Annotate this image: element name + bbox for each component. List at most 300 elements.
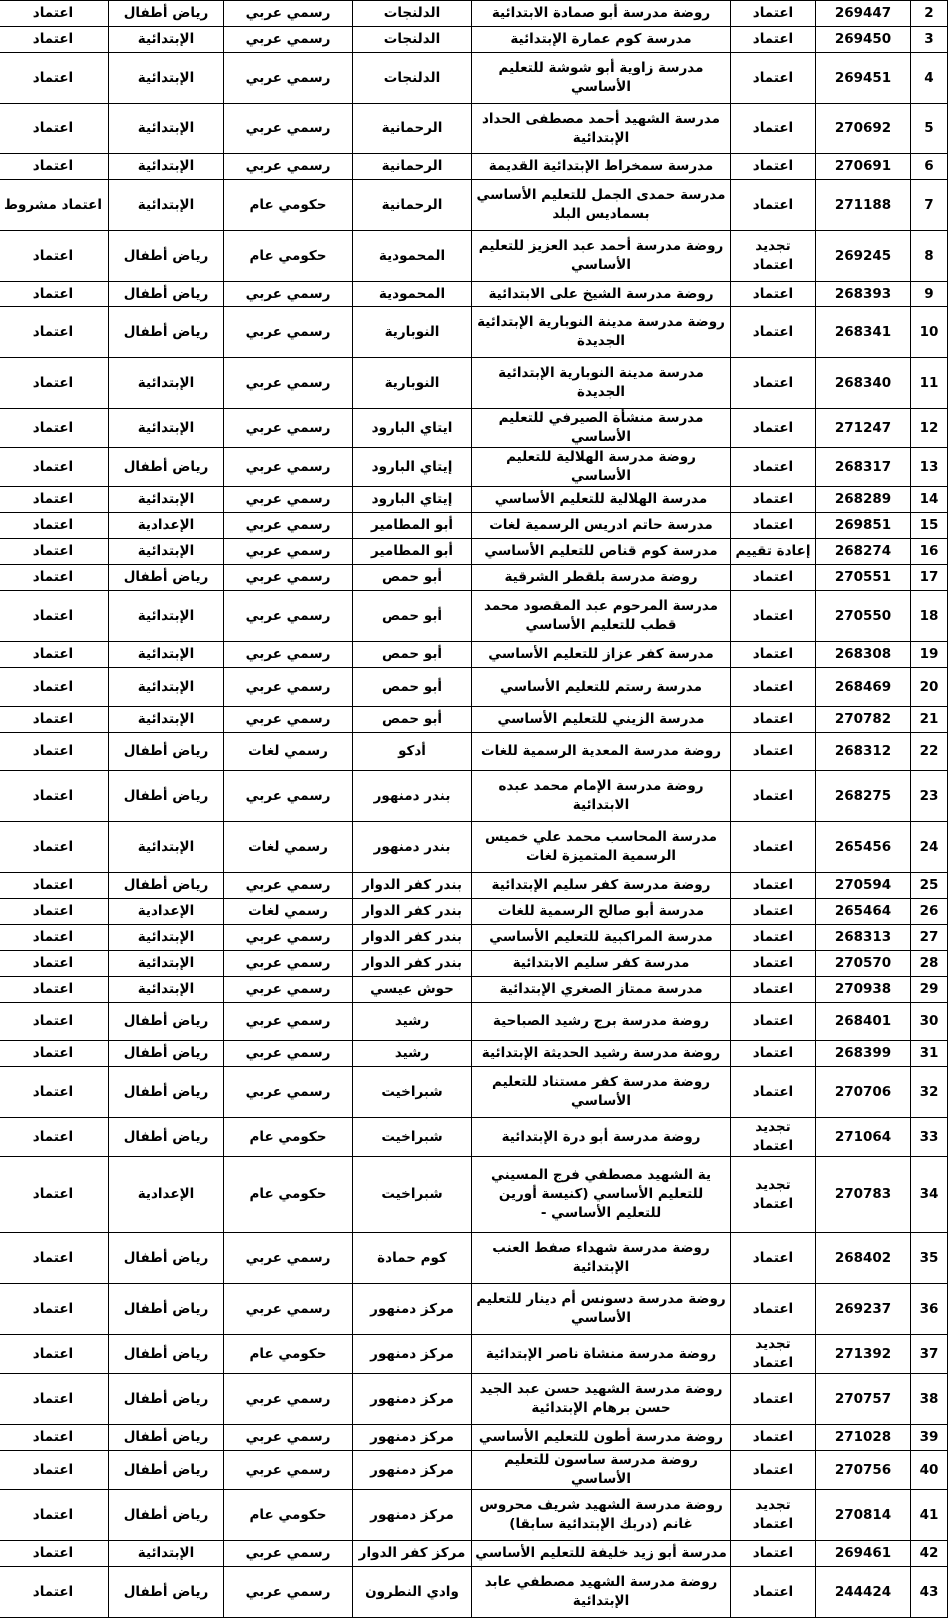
education-stage-cell: الإبتدائية bbox=[109, 1541, 224, 1567]
school-name-cell: مدرسة المحاسب محمد علي خميس الرسمية المتميزة لغات bbox=[472, 822, 731, 873]
school-sector-cell: رسمي عربي bbox=[224, 282, 353, 307]
school-code-cell: 270757 bbox=[816, 1374, 911, 1425]
request-type-cell: اعتماد bbox=[731, 977, 816, 1003]
education-stage-cell: الإبتدائية bbox=[109, 925, 224, 951]
school-sector-cell: رسمي عربي bbox=[224, 1, 353, 27]
accreditation-result-cell: اعتماد مشروط bbox=[0, 180, 109, 231]
school-name-cell: روضة مدرسة أطون للتعليم الأساسي bbox=[472, 1425, 731, 1451]
request-type-cell: تجديد اعتماد bbox=[731, 231, 816, 282]
school-code-cell: 268308 bbox=[816, 642, 911, 668]
school-name-cell: مدرسة الشهيد أحمد مصطفى الحداد الإبتدائية bbox=[472, 104, 731, 154]
accreditation-result-cell: اعتماد bbox=[0, 951, 109, 977]
accreditation-result-cell: اعتماد bbox=[0, 899, 109, 925]
request-type-cell: اعتماد bbox=[731, 1233, 816, 1284]
row-number-cell: 12 bbox=[911, 409, 948, 448]
district-cell: مركز دمنهور bbox=[353, 1284, 472, 1335]
table-row bbox=[0, 899, 948, 925]
school-name-cell: روضة مدرسة الشهيد مصطفي عابد الإبتدائية bbox=[472, 1567, 731, 1618]
request-type-cell: تجديد اعتماد bbox=[731, 1335, 816, 1374]
education-stage-cell: رياض أطفال bbox=[109, 1451, 224, 1490]
accreditation-result-cell: اعتماد bbox=[0, 1118, 109, 1157]
education-stage-cell: رياض أطفال bbox=[109, 1335, 224, 1374]
school-code-cell: 268399 bbox=[816, 1041, 911, 1067]
row-number-cell: 36 bbox=[911, 1284, 948, 1335]
accreditation-result-cell: اعتماد bbox=[0, 513, 109, 539]
row-number-cell: 21 bbox=[911, 707, 948, 733]
accreditation-result-cell: اعتماد bbox=[0, 1233, 109, 1284]
district-cell: أدكو bbox=[353, 733, 472, 771]
request-type-cell: اعتماد bbox=[731, 448, 816, 487]
school-name-cell: مدرسة المرحوم عبد المقصود محمد قطب للتعليم الأساسي bbox=[472, 591, 731, 642]
school-name-cell: مدرسة كفر سليم الابتدائية bbox=[472, 951, 731, 977]
school-code-cell: 268312 bbox=[816, 733, 911, 771]
school-name-cell: مدرسة حاتم ادريس الرسمية لغات bbox=[472, 513, 731, 539]
district-cell: شبراخيت bbox=[353, 1157, 472, 1233]
school-name-cell: روضة مدرسة برج رشيد الصباحية bbox=[472, 1003, 731, 1041]
education-stage-cell: الإبتدائية bbox=[109, 27, 224, 53]
accreditation-result-cell: اعتماد bbox=[0, 539, 109, 565]
accreditation-result-cell: اعتماد bbox=[0, 591, 109, 642]
table-row bbox=[0, 231, 948, 282]
school-name-cell: مدرسة أبو زيد خليفة للتعليم الأساسي bbox=[472, 1541, 731, 1567]
school-name-cell: مدرسة رستم للتعليم الأساسي bbox=[472, 668, 731, 707]
row-number-cell: 30 bbox=[911, 1003, 948, 1041]
school-name-cell: مدرسة ممتاز الصغري الإبتدائية bbox=[472, 977, 731, 1003]
request-type-cell: اعتماد bbox=[731, 487, 816, 513]
table-row bbox=[0, 951, 948, 977]
request-type-cell: اعتماد bbox=[731, 307, 816, 358]
row-number-cell: 26 bbox=[911, 899, 948, 925]
school-code-cell: 265464 bbox=[816, 899, 911, 925]
district-cell: أبو حمص bbox=[353, 642, 472, 668]
school-sector-cell: رسمي لغات bbox=[224, 822, 353, 873]
school-sector-cell: رسمي عربي bbox=[224, 591, 353, 642]
school-sector-cell: رسمي عربي bbox=[224, 154, 353, 180]
request-type-cell: تجديد اعتماد bbox=[731, 1118, 816, 1157]
school-code-cell: 268340 bbox=[816, 358, 911, 409]
school-sector-cell: رسمي عربي bbox=[224, 448, 353, 487]
table-row bbox=[0, 27, 948, 53]
table-row bbox=[0, 409, 948, 448]
school-sector-cell: رسمي عربي bbox=[224, 487, 353, 513]
accreditation-result-cell: اعتماد bbox=[0, 565, 109, 591]
row-number-cell: 15 bbox=[911, 513, 948, 539]
table-body bbox=[0, 1, 948, 1618]
school-name-cell: مدرسة منشأة الصيرفي للتعليم الأساسي bbox=[472, 409, 731, 448]
accreditation-result-cell: اعتماد bbox=[0, 822, 109, 873]
row-number-cell: 28 bbox=[911, 951, 948, 977]
table-row bbox=[0, 180, 948, 231]
row-number-cell: 34 bbox=[911, 1157, 948, 1233]
education-stage-cell: الإبتدائية bbox=[109, 53, 224, 104]
school-sector-cell: رسمي عربي bbox=[224, 1425, 353, 1451]
accreditation-result-cell: اعتماد bbox=[0, 733, 109, 771]
accreditation-result-cell: اعتماد bbox=[0, 668, 109, 707]
table-row bbox=[0, 513, 948, 539]
district-cell: ايتاي البارود bbox=[353, 409, 472, 448]
accreditation-result-cell: اعتماد bbox=[0, 409, 109, 448]
school-sector-cell: رسمي عربي bbox=[224, 53, 353, 104]
school-sector-cell: حكومي عام bbox=[224, 1490, 353, 1541]
request-type-cell: اعتماد bbox=[731, 873, 816, 899]
school-name-cell: روضة مدرسة الشهيد حسن عبد الجيد حسن برهام الإبتدائية bbox=[472, 1374, 731, 1425]
school-name-cell: روضة مدرسة المعدية الرسمية للغات bbox=[472, 733, 731, 771]
accreditation-result-cell: اعتماد bbox=[0, 1490, 109, 1541]
table-row bbox=[0, 733, 948, 771]
school-code-cell: 268289 bbox=[816, 487, 911, 513]
table-row bbox=[0, 1335, 948, 1374]
request-type-cell: اعتماد bbox=[731, 358, 816, 409]
request-type-cell: اعتماد bbox=[731, 565, 816, 591]
district-cell: مركز دمنهور bbox=[353, 1451, 472, 1490]
school-sector-cell: رسمي عربي bbox=[224, 513, 353, 539]
district-cell: مركز دمنهور bbox=[353, 1374, 472, 1425]
row-number-cell: 42 bbox=[911, 1541, 948, 1567]
row-number-cell: 37 bbox=[911, 1335, 948, 1374]
school-name-cell: روضة مدرسة كفر مستناد للتعليم الأساسي bbox=[472, 1067, 731, 1118]
row-number-cell: 7 bbox=[911, 180, 948, 231]
district-cell: وادي النطرون bbox=[353, 1567, 472, 1618]
school-sector-cell: رسمي عربي bbox=[224, 1003, 353, 1041]
education-stage-cell: رياض أطفال bbox=[109, 1284, 224, 1335]
row-number-cell: 29 bbox=[911, 977, 948, 1003]
request-type-cell: اعتماد bbox=[731, 104, 816, 154]
district-cell: المحمودية bbox=[353, 231, 472, 282]
school-code-cell: 244424 bbox=[816, 1567, 911, 1618]
request-type-cell: اعتماد bbox=[731, 591, 816, 642]
school-sector-cell: رسمي عربي bbox=[224, 1067, 353, 1118]
table-row bbox=[0, 1541, 948, 1567]
row-number-cell: 13 bbox=[911, 448, 948, 487]
school-sector-cell: رسمي لغات bbox=[224, 733, 353, 771]
row-number-cell: 14 bbox=[911, 487, 948, 513]
school-name-cell: مدرسة كوم قناص للتعليم الأساسي bbox=[472, 539, 731, 565]
accreditation-result-cell: اعتماد bbox=[0, 1451, 109, 1490]
request-type-cell: اعتماد bbox=[731, 1041, 816, 1067]
school-name-cell: روضة مدرسة أبو صمادة الابتدائية bbox=[472, 1, 731, 27]
table-row bbox=[0, 1374, 948, 1425]
education-stage-cell: رياض أطفال bbox=[109, 873, 224, 899]
district-cell: كوم حمادة bbox=[353, 1233, 472, 1284]
education-stage-cell: الإبتدائية bbox=[109, 180, 224, 231]
school-sector-cell: رسمي عربي bbox=[224, 1451, 353, 1490]
request-type-cell: اعتماد bbox=[731, 1284, 816, 1335]
education-stage-cell: الإعدادية bbox=[109, 899, 224, 925]
row-number-cell: 31 bbox=[911, 1041, 948, 1067]
request-type-cell: اعتماد bbox=[731, 1, 816, 27]
table-row bbox=[0, 1003, 948, 1041]
request-type-cell: اعتماد bbox=[731, 899, 816, 925]
district-cell: حوش عيسي bbox=[353, 977, 472, 1003]
education-stage-cell: رياض أطفال bbox=[109, 1425, 224, 1451]
district-cell: مركز دمنهور bbox=[353, 1335, 472, 1374]
district-cell: النوبارية bbox=[353, 307, 472, 358]
table-row bbox=[0, 1, 948, 27]
row-number-cell: 35 bbox=[911, 1233, 948, 1284]
school-name-cell: مدرسة الهلالية للتعليم الأساسي bbox=[472, 487, 731, 513]
table-row bbox=[0, 358, 948, 409]
education-stage-cell: رياض أطفال bbox=[109, 1567, 224, 1618]
request-type-cell: اعتماد bbox=[731, 1003, 816, 1041]
school-name-cell: مدرسة حمدى الجمل للتعليم الأساسي بسماديس البلد bbox=[472, 180, 731, 231]
school-code-cell: 269461 bbox=[816, 1541, 911, 1567]
school-code-cell: 271392 bbox=[816, 1335, 911, 1374]
row-number-cell: 33 bbox=[911, 1118, 948, 1157]
school-sector-cell: رسمي عربي bbox=[224, 565, 353, 591]
row-number-cell: 22 bbox=[911, 733, 948, 771]
table-row bbox=[0, 1490, 948, 1541]
school-code-cell: 270814 bbox=[816, 1490, 911, 1541]
row-number-cell: 25 bbox=[911, 873, 948, 899]
request-type-cell: اعتماد bbox=[731, 27, 816, 53]
accreditation-result-cell: اعتماد bbox=[0, 1335, 109, 1374]
education-stage-cell: الإبتدائية bbox=[109, 104, 224, 154]
table-row bbox=[0, 565, 948, 591]
accreditation-result-cell: اعتماد bbox=[0, 642, 109, 668]
school-code-cell: 271247 bbox=[816, 409, 911, 448]
request-type-cell: اعتماد bbox=[731, 513, 816, 539]
school-sector-cell: رسمي عربي bbox=[224, 668, 353, 707]
accreditation-result-cell: اعتماد bbox=[0, 1, 109, 27]
school-name-cell: مدرسة سمخراط الإبتدائية القديمة bbox=[472, 154, 731, 180]
education-stage-cell: رياض أطفال bbox=[109, 1118, 224, 1157]
row-number-cell: 20 bbox=[911, 668, 948, 707]
district-cell: المحمودية bbox=[353, 282, 472, 307]
education-stage-cell: الإبتدائية bbox=[109, 642, 224, 668]
table-row bbox=[0, 104, 948, 154]
accreditation-result-cell: اعتماد bbox=[0, 53, 109, 104]
school-code-cell: 268402 bbox=[816, 1233, 911, 1284]
table-row bbox=[0, 1425, 948, 1451]
accreditation-result-cell: اعتماد bbox=[0, 1041, 109, 1067]
row-number-cell: 23 bbox=[911, 771, 948, 822]
school-sector-cell: رسمي عربي bbox=[224, 104, 353, 154]
education-stage-cell: رياض أطفال bbox=[109, 1490, 224, 1541]
school-name-cell: مدرسة الزيني للتعليم الأساسي bbox=[472, 707, 731, 733]
table-row bbox=[0, 154, 948, 180]
accreditation-result-cell: اعتماد bbox=[0, 707, 109, 733]
school-code-cell: 269450 bbox=[816, 27, 911, 53]
school-sector-cell: رسمي عربي bbox=[224, 27, 353, 53]
accreditation-result-cell: اعتماد bbox=[0, 1567, 109, 1618]
district-cell: رشيد bbox=[353, 1003, 472, 1041]
school-name-cell: روضة مدرسة رشيد الحديثة الإبتدائية bbox=[472, 1041, 731, 1067]
accreditation-result-cell: اعتماد bbox=[0, 358, 109, 409]
district-cell: الرحمانية bbox=[353, 104, 472, 154]
school-name-cell: مدرسة المراكبية للتعليم الأساسي bbox=[472, 925, 731, 951]
education-stage-cell: الإبتدائية bbox=[109, 409, 224, 448]
school-name-cell: روضة مدرسة منشاة ناصر الإبتدائية bbox=[472, 1335, 731, 1374]
row-number-cell: 27 bbox=[911, 925, 948, 951]
row-number-cell: 2 bbox=[911, 1, 948, 27]
table-row bbox=[0, 707, 948, 733]
school-name-cell: روضة مدرسة الشيخ على الابتدائية bbox=[472, 282, 731, 307]
school-name-cell: روضة مدرسة مدينة النوبارية الإبتدائية الجديدة bbox=[472, 307, 731, 358]
school-sector-cell: رسمي عربي bbox=[224, 1233, 353, 1284]
district-cell: إيتاي البارود bbox=[353, 487, 472, 513]
school-sector-cell: رسمي عربي bbox=[224, 307, 353, 358]
table-row bbox=[0, 822, 948, 873]
request-type-cell: اعتماد bbox=[731, 1374, 816, 1425]
school-sector-cell: رسمي عربي bbox=[224, 1374, 353, 1425]
education-stage-cell: رياض أطفال bbox=[109, 448, 224, 487]
school-sector-cell: رسمي عربي bbox=[224, 539, 353, 565]
school-name-cell: روضة مدرسة ساسون للتعليم الأساسي bbox=[472, 1451, 731, 1490]
education-stage-cell: رياض أطفال bbox=[109, 307, 224, 358]
school-code-cell: 268401 bbox=[816, 1003, 911, 1041]
request-type-cell: اعتماد bbox=[731, 642, 816, 668]
school-sector-cell: حكومي عام bbox=[224, 180, 353, 231]
education-stage-cell: رياض أطفال bbox=[109, 1374, 224, 1425]
row-number-cell: 41 bbox=[911, 1490, 948, 1541]
district-cell: بندر كفر الدوار bbox=[353, 925, 472, 951]
table-row bbox=[0, 1567, 948, 1618]
education-stage-cell: الإبتدائية bbox=[109, 591, 224, 642]
row-number-cell: 16 bbox=[911, 539, 948, 565]
education-stage-cell: رياض أطفال bbox=[109, 231, 224, 282]
table-row bbox=[0, 642, 948, 668]
school-sector-cell: رسمي عربي bbox=[224, 951, 353, 977]
row-number-cell: 40 bbox=[911, 1451, 948, 1490]
accreditation-result-cell: اعتماد bbox=[0, 487, 109, 513]
school-code-cell: 268393 bbox=[816, 282, 911, 307]
school-name-cell: روضة مدرسة الإمام محمد عبده الابتدائية bbox=[472, 771, 731, 822]
school-name-cell: روضة مدرسة دسونس أم دينار للتعليم الأساسي bbox=[472, 1284, 731, 1335]
school-name-cell: مدرسة مدينة النوبارية الإبتدائية الجديدة bbox=[472, 358, 731, 409]
accreditation-result-cell: اعتماد bbox=[0, 104, 109, 154]
education-stage-cell: الإبتدائية bbox=[109, 154, 224, 180]
education-stage-cell: الإبتدائية bbox=[109, 707, 224, 733]
accreditation-result-cell: اعتماد bbox=[0, 282, 109, 307]
district-cell: إيتاي البارود bbox=[353, 448, 472, 487]
school-code-cell: 271188 bbox=[816, 180, 911, 231]
school-sector-cell: رسمي عربي bbox=[224, 977, 353, 1003]
row-number-cell: 18 bbox=[911, 591, 948, 642]
school-code-cell: 265456 bbox=[816, 822, 911, 873]
school-name-cell: روضة مدرسة كفر سليم الإبتدائية bbox=[472, 873, 731, 899]
table-row bbox=[0, 53, 948, 104]
school-sector-cell: حكومي عام bbox=[224, 231, 353, 282]
district-cell: الدلنجات bbox=[353, 27, 472, 53]
accreditation-result-cell: اعتماد bbox=[0, 977, 109, 1003]
row-number-cell: 8 bbox=[911, 231, 948, 282]
district-cell: الرحمانية bbox=[353, 154, 472, 180]
request-type-cell: تجديد اعتماد bbox=[731, 1490, 816, 1541]
accreditation-result-cell: اعتماد bbox=[0, 154, 109, 180]
row-number-cell: 10 bbox=[911, 307, 948, 358]
accreditation-result-cell: اعتماد bbox=[0, 1284, 109, 1335]
table-row bbox=[0, 977, 948, 1003]
row-number-cell: 17 bbox=[911, 565, 948, 591]
school-sector-cell: رسمي عربي bbox=[224, 873, 353, 899]
row-number-cell: 43 bbox=[911, 1567, 948, 1618]
table-row bbox=[0, 668, 948, 707]
school-code-cell: 268341 bbox=[816, 307, 911, 358]
request-type-cell: اعتماد bbox=[731, 733, 816, 771]
education-stage-cell: رياض أطفال bbox=[109, 1003, 224, 1041]
row-number-cell: 24 bbox=[911, 822, 948, 873]
school-code-cell: 271064 bbox=[816, 1118, 911, 1157]
school-code-cell: 269851 bbox=[816, 513, 911, 539]
education-stage-cell: الإبتدائية bbox=[109, 358, 224, 409]
school-code-cell: 269447 bbox=[816, 1, 911, 27]
school-code-cell: 270706 bbox=[816, 1067, 911, 1118]
request-type-cell: اعتماد bbox=[731, 925, 816, 951]
table-row bbox=[0, 873, 948, 899]
request-type-cell: اعتماد bbox=[731, 409, 816, 448]
school-code-cell: 270783 bbox=[816, 1157, 911, 1233]
district-cell: بندر دمنهور bbox=[353, 822, 472, 873]
school-name-cell: روضة مدرسة بلقطر الشرقية bbox=[472, 565, 731, 591]
district-cell: مركز دمنهور bbox=[353, 1425, 472, 1451]
row-number-cell: 9 bbox=[911, 282, 948, 307]
row-number-cell: 5 bbox=[911, 104, 948, 154]
table-row bbox=[0, 448, 948, 487]
district-cell: أبو المطامير bbox=[353, 513, 472, 539]
education-stage-cell: رياض أطفال bbox=[109, 565, 224, 591]
school-sector-cell: رسمي عربي bbox=[224, 642, 353, 668]
district-cell: النوبارية bbox=[353, 358, 472, 409]
school-name-cell: روضة مدرسة الهلالية للتعليم الأساسي bbox=[472, 448, 731, 487]
district-cell: بندر كفر الدوار bbox=[353, 951, 472, 977]
accreditation-result-cell: اعتماد bbox=[0, 1541, 109, 1567]
school-code-cell: 268317 bbox=[816, 448, 911, 487]
district-cell: أبو حمص bbox=[353, 565, 472, 591]
education-stage-cell: الإعدادية bbox=[109, 513, 224, 539]
district-cell: شبراخيت bbox=[353, 1067, 472, 1118]
education-stage-cell: رياض أطفال bbox=[109, 733, 224, 771]
district-cell: الرحمانية bbox=[353, 180, 472, 231]
school-code-cell: 270691 bbox=[816, 154, 911, 180]
district-cell: رشيد bbox=[353, 1041, 472, 1067]
education-stage-cell: الإبتدائية bbox=[109, 539, 224, 565]
request-type-cell: إعادة تقييم bbox=[731, 539, 816, 565]
school-code-cell: 270782 bbox=[816, 707, 911, 733]
education-stage-cell: رياض أطفال bbox=[109, 1233, 224, 1284]
school-name-cell: روضة مدرسة الشهيد شريف محروس غانم (دربك الإبتدائية سابقا) bbox=[472, 1490, 731, 1541]
request-type-cell: اعتماد bbox=[731, 951, 816, 977]
accreditation-result-cell: اعتماد bbox=[0, 307, 109, 358]
accreditation-result-cell: اعتماد bbox=[0, 925, 109, 951]
education-stage-cell: رياض أطفال bbox=[109, 771, 224, 822]
school-code-cell: 268274 bbox=[816, 539, 911, 565]
school-code-cell: 271028 bbox=[816, 1425, 911, 1451]
table-row bbox=[0, 307, 948, 358]
request-type-cell: اعتماد bbox=[731, 1567, 816, 1618]
request-type-cell: اعتماد bbox=[731, 1067, 816, 1118]
accreditation-result-cell: اعتماد bbox=[0, 873, 109, 899]
school-sector-cell: رسمي عربي bbox=[224, 925, 353, 951]
request-type-cell: اعتماد bbox=[731, 53, 816, 104]
request-type-cell: اعتماد bbox=[731, 707, 816, 733]
school-sector-cell: رسمي عربي bbox=[224, 771, 353, 822]
accreditation-result-cell: اعتماد bbox=[0, 771, 109, 822]
school-code-cell: 270692 bbox=[816, 104, 911, 154]
row-number-cell: 39 bbox=[911, 1425, 948, 1451]
education-stage-cell: رياض أطفال bbox=[109, 1041, 224, 1067]
accreditation-result-cell: اعتماد bbox=[0, 448, 109, 487]
education-stage-cell: الإبتدائية bbox=[109, 668, 224, 707]
education-stage-cell: الإبتدائية bbox=[109, 951, 224, 977]
accreditation-result-cell: اعتماد bbox=[0, 1067, 109, 1118]
school-code-cell: 270550 bbox=[816, 591, 911, 642]
school-sector-cell: رسمي عربي bbox=[224, 1284, 353, 1335]
school-code-cell: 270570 bbox=[816, 951, 911, 977]
school-name-cell: مدرسة زاوية أبو شوشة للتعليم الأساسي bbox=[472, 53, 731, 104]
table-row bbox=[0, 1233, 948, 1284]
table-row bbox=[0, 1284, 948, 1335]
accreditation-result-cell: اعتماد bbox=[0, 1374, 109, 1425]
